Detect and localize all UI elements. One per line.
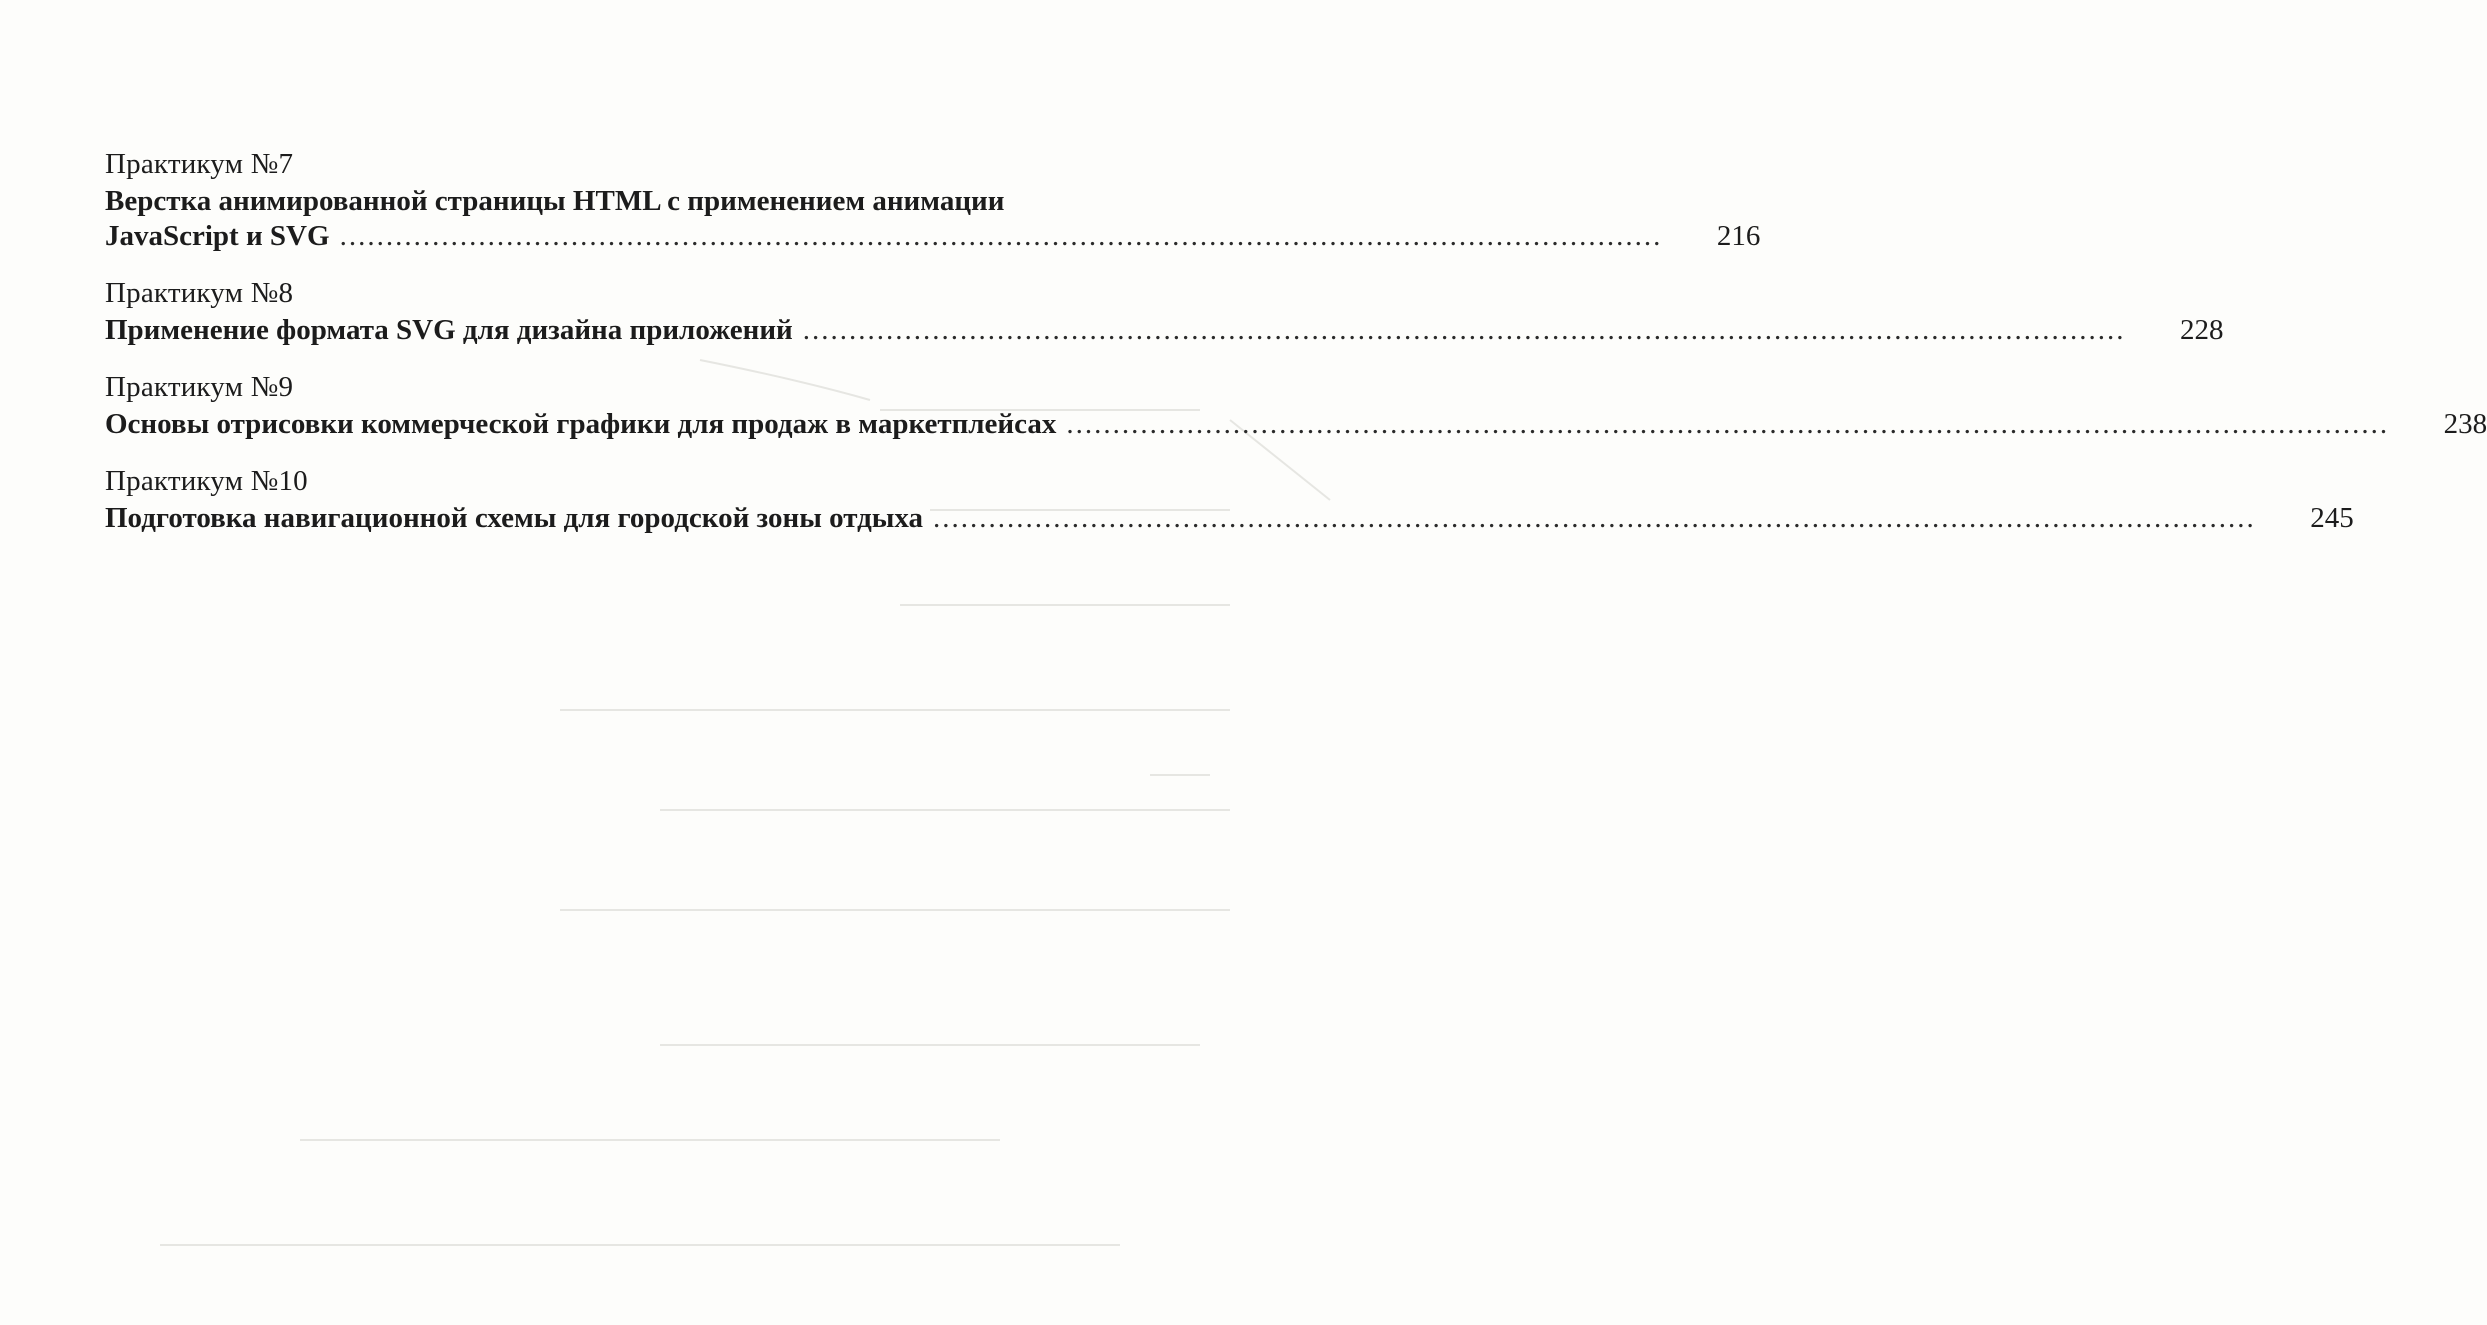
dot-leader: ............................................................................................................................................... <box>933 502 2256 534</box>
practicum-label: Практикум №8 <box>105 277 294 309</box>
practicum-label: Практикум №9 <box>105 371 294 403</box>
entry-title-line: Подготовка навигационной схемы для городской зоны отдыха <box>105 502 924 534</box>
page-number: 216 <box>1716 220 1761 252</box>
toc-entry-row <box>105 218 1761 255</box>
toc-entry <box>105 275 2224 349</box>
practicum-label: Практикум №7 <box>105 148 294 180</box>
dot-leader: ............................................................................................................................................... <box>339 220 1663 252</box>
entry-title-line: Основы отрисовки коммерческой графики для продаж в маркетплейсах <box>105 408 1057 440</box>
entry-title-line: JavaScript и SVG <box>105 220 330 252</box>
toc-entry <box>105 146 1761 255</box>
toc-entry-row <box>105 500 2354 537</box>
toc-entry-row <box>105 406 2487 443</box>
toc-entry <box>105 369 2487 443</box>
page-number: 245 <box>2310 502 2354 534</box>
dot-leader: ............................................................................................................................................... <box>802 314 2126 346</box>
entry-title-line: Применение формата SVG для дизайна приложений <box>105 314 793 346</box>
toc-entry <box>105 463 2354 537</box>
page-number: 238 <box>2443 408 2487 440</box>
dot-leader: ............................................................................................................................................... <box>1066 408 2390 440</box>
entry-title-line: Верстка анимированной страницы HTML с применением анимации <box>105 185 1005 217</box>
practicum-label: Практикум №10 <box>105 465 308 497</box>
page-number: 228 <box>2180 314 2224 346</box>
toc-entry-row <box>105 312 2224 349</box>
table-of-contents <box>105 146 2487 557</box>
